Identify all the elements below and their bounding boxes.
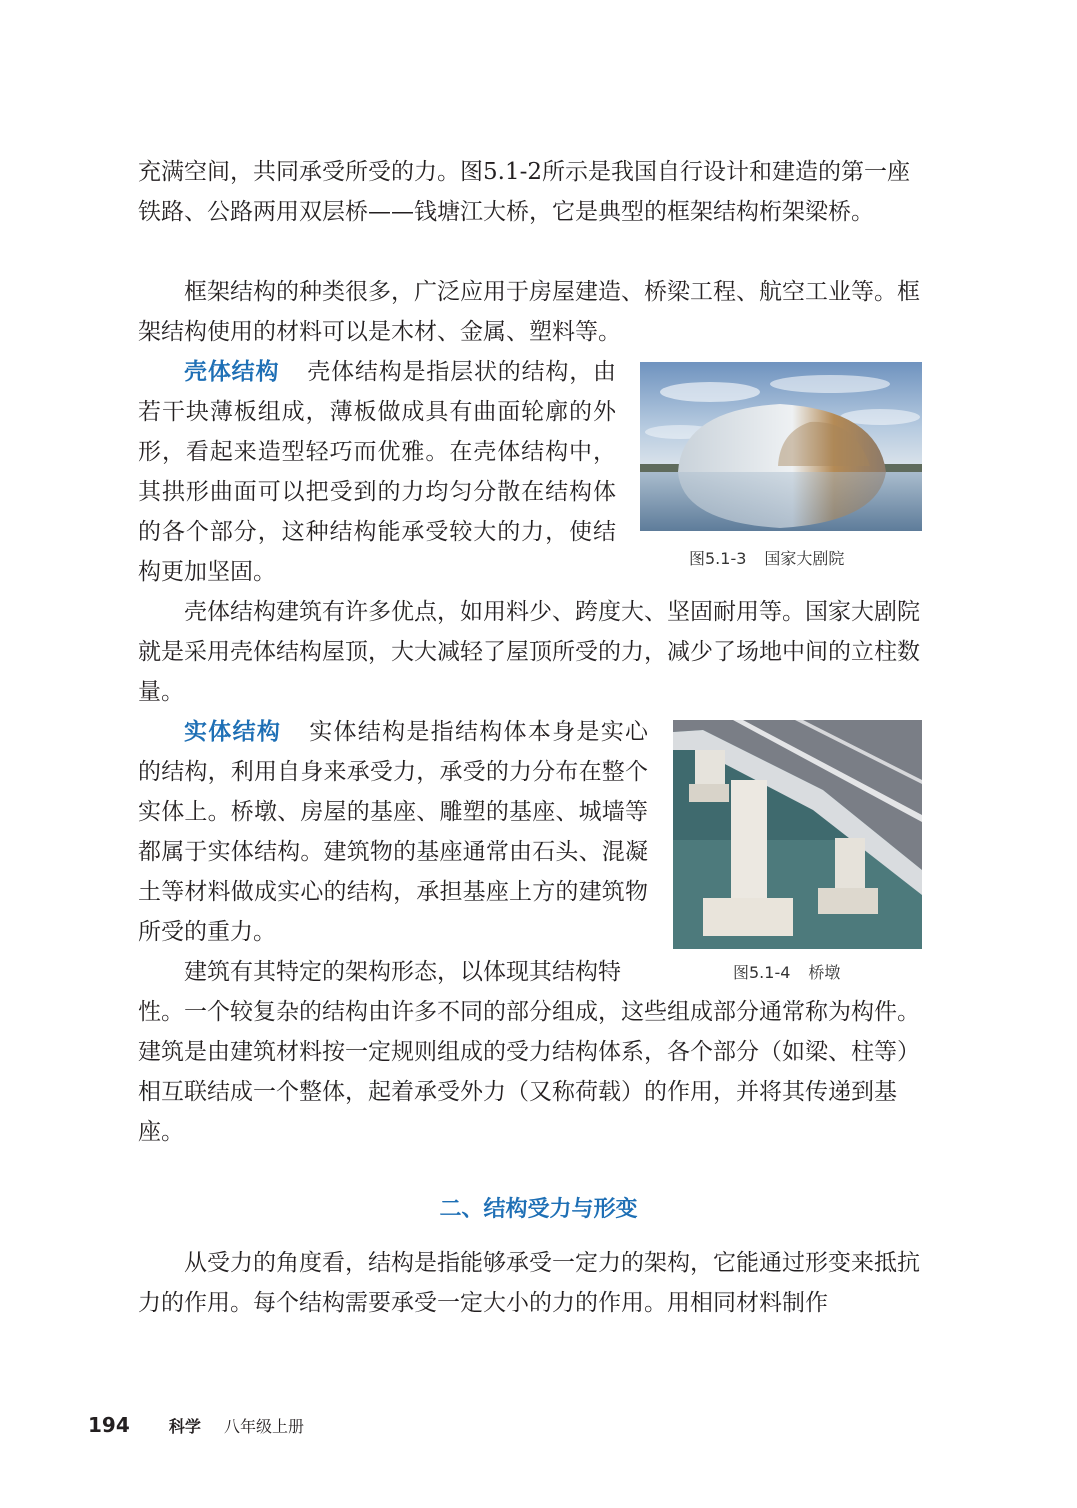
figure-bridge-piers bbox=[673, 720, 922, 949]
paragraph-building-structure-first-line: 建筑有其特定的架构形态，以体现其结构特 bbox=[184, 959, 621, 985]
subject-name: 科学 bbox=[168, 1417, 201, 1436]
figure-caption-national-grand-theatre bbox=[689, 546, 844, 569]
grade-volume: 八年级上册 bbox=[223, 1417, 304, 1436]
paragraph-shell-structure bbox=[138, 352, 616, 592]
bridge-piers-photo bbox=[673, 720, 922, 949]
shell-structure-text: 壳体结构是指层状的结构，由若干块薄板组成，薄板做成具有曲面轮廓的外形，看起来造型轻巧而优雅。在壳体结构中，其拱形曲面可以把受到的力均匀分散在结构体的各个部分，这种结构能承受较大的力，使结构更加坚固。 bbox=[138, 359, 616, 585]
term-solid-structure: 实体结构 bbox=[184, 719, 282, 745]
figure-caption-bridge-piers bbox=[733, 960, 840, 983]
paragraph-shell-advantages: 壳体结构建筑有许多优点，如用料少、跨度大、坚固耐用等。国家大剧院就是采用壳体结构屋顶，大大减轻了屋顶所受的力，减少了场地中间的立柱数量。 bbox=[138, 599, 920, 705]
figure-label: 图5.1-3 bbox=[689, 549, 747, 568]
paragraph-force-and-deformation: 从受力的角度看，结构是指能够承受一定力的架构，它能通过形变来抵抗力的作用。每个结构需要承受一定大小的力的作用。用相同材料制作 bbox=[138, 1250, 920, 1316]
paragraph-building-structure: 性。一个较复杂的结构由许多不同的部分组成，这些组成部分通常称为构件。建筑是由建筑材料按一定规则组成的受力结构体系，各个部分（如梁、柱等）相互联结成一个整体，起着承受外力（又称荷载）的作用，并将其传递到基座。 bbox=[138, 999, 920, 1145]
paragraph-solid-structure bbox=[138, 712, 648, 952]
page-footer bbox=[88, 1413, 304, 1437]
term-shell-structure: 壳体结构 bbox=[184, 359, 280, 385]
figure-national-grand-theatre bbox=[640, 362, 922, 531]
paragraph-frame-structure-intro: 充满空间，共同承受所受的力。图5.1-2所示是我国自行设计和建造的第一座铁路、公路两用双层桥——钱塘江大桥，它是典型的框架结构桁架梁桥。 bbox=[138, 159, 910, 225]
national-grand-theatre-photo bbox=[640, 362, 922, 531]
figure-title: 国家大剧院 bbox=[764, 549, 845, 568]
page-number: 194 bbox=[88, 1413, 130, 1437]
figure-label: 图5.1-4 bbox=[733, 963, 791, 982]
figure-title: 桥墩 bbox=[808, 963, 841, 982]
solid-structure-text: 实体结构是指结构体本身是实心的结构，利用自身来承受力，承受的力分布在整个实体上。桥墩、房屋的基座、雕塑的基座、城墙等都属于实体结构。建筑物的基座通常由石头、混凝土等材料做成实心的结构，承担基座上方的建筑物所受的重力。 bbox=[138, 719, 649, 945]
paragraph-frame-structure-types: 框架结构的种类很多，广泛应用于房屋建造、桥梁工程、航空工业等。框架结构使用的材料可以是木材、金属、塑料等。 bbox=[138, 279, 920, 345]
section-heading: 二、结构受力与形变 bbox=[439, 1197, 638, 1222]
